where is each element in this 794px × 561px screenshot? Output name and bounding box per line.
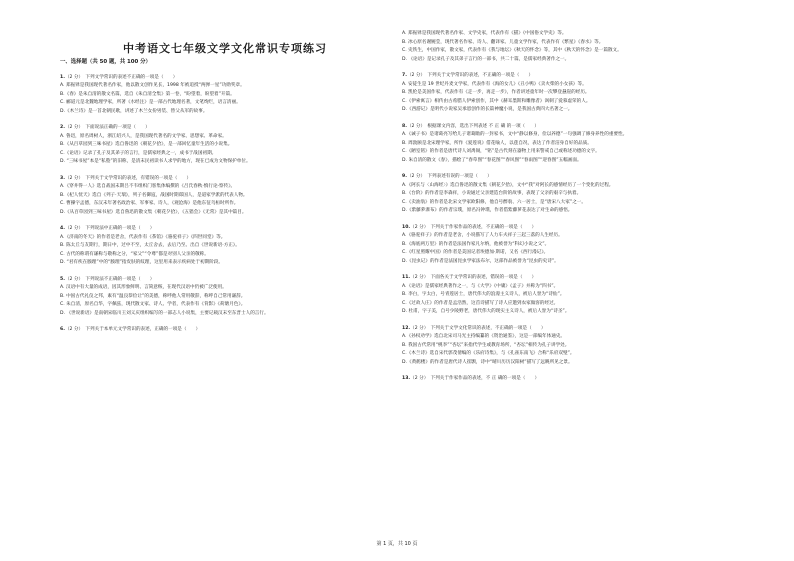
answer-option: C. 曹操字孟德，东汉末年著名政治家、军事家、诗人，《观沧海》是他东征乌桓时所作。 [60, 201, 239, 206]
answer-option: B. 我国古代常用“桃李”“杏坛”来指代学生或教育场所，“杏坛”相传为孔子讲学处。 [402, 342, 570, 348]
answer-option: D.《木兰诗》是一首北朝民歌，讲述了木兰女扮男装、替父从军的故事。 [60, 108, 208, 114]
answer-option: C. 古代的称谓有谦称与敬称之分，“家父”“令尊”都是对别人父亲的敬称。 [60, 251, 209, 257]
question-text: （2 分） 下列说法不正确的一项是（ ） [64, 276, 155, 282]
question-stem [402, 375, 740, 384]
page-title: 中考语文七年级文学文化常识专项练习 [123, 42, 327, 55]
answer-option: D.《昆虫记》的作者是法国昆虫学家法布尔，这部作品被誉为“昆虫的史诗”。 [402, 258, 559, 264]
question-stem [402, 274, 740, 283]
answer-option: C. 郦道元是北魏地理学家，所著《水经注》是一部古代地理名著，文笔绚烂，语言清丽。 [60, 100, 241, 105]
question-text: （2 分） 下列说法中正确的一项是（ ） [64, 226, 155, 231]
answer-option: C. 史铁生，中国作家，散文家，代表作有《我与地坛》《秋天的怀念》等，其中《秋天的怀念》是一篇散文。 [402, 48, 622, 53]
question-number: 9. [402, 174, 407, 179]
question-stem [402, 325, 740, 334]
question-stem [60, 225, 390, 234]
right-question-list [402, 30, 740, 384]
answer-option: C.《木兰诗》选自宋代郭茂倩编的《乐府诗集》，与《孔雀东南飞》合称“乐府双璧”。 [402, 351, 575, 356]
answer-option: A. 汉语中有大量的成语，因其形象鲜明、言简意赅，在现代汉语中仍被广泛使用。 [60, 285, 227, 290]
answer-option: A.《骆驼祥子》的作者是老舍，小说描写了人力车夫祥子三起三落的人生经历。 [402, 233, 563, 238]
question-number: 7. [402, 73, 407, 78]
question-text: （2 分） 下面各关于文学常识的表述，错误的一项是（ ） [410, 275, 537, 280]
answer-option: D.《西游记》是明代小说家吴承恩创作的长篇神魔小说，是我国古典四大名著之一。 [402, 107, 573, 112]
page-footer: 第 1 页，共 10 页 [376, 541, 418, 547]
answer-option: C.《红星照耀中国》的作者是美国记者埃德加·斯诺，又名《西行漫记》。 [402, 250, 549, 255]
question-stem [402, 224, 740, 233]
question-text: （2 分） 根据课文内容，选出下列表述 不 正 确 的一项（ ） [406, 123, 539, 129]
answer-option: D. 《世说新语》是南朝宋临川王刘义庆组织编写的一部志人小说集，主要记载汉末至东晋士人的言行。 [60, 310, 269, 316]
question-block [402, 72, 740, 115]
question-number: 2. [60, 125, 65, 130]
answer-option: B. 凯伦是美国作家，代表作有《走一步，再走一步》，作者讲述童年时一次攀登悬崖的经历。 [402, 90, 590, 95]
question-block [402, 375, 740, 384]
question-text: （2 分） 下列关于文学常识的表述，有错误的一项是（ ） [64, 175, 192, 181]
question-block [60, 276, 390, 319]
answer-option: B.《从百草园到三味书屋》选自鲁迅的《朝花夕拾》，是一部回忆童年生活的小说集。 [60, 142, 233, 147]
answer-option: A.《诫子书》是诸葛亮写给儿子诸葛瞻的一封家书，文中“静以修身，俭以养德”一句强调了修身养性的重要性。 [402, 132, 628, 137]
question-block [402, 224, 740, 267]
answer-option: C.《论语》记录了孔子及其弟子的言行，是儒家经典之一，成书于战国初期。 [60, 150, 217, 156]
question-stem [402, 72, 740, 81]
question-block [60, 175, 390, 218]
answer-option: D. “君有疾在腠理”中的“腠理”指皮肤的纹理，这里用来表示疾病处于初期阶段。 [60, 260, 223, 265]
answer-option: B. 中国古代礼仪之邦，素有“温良恭俭让”的美德，称呼他人常用敬辞，称呼自己常用谦辞。 [60, 293, 246, 299]
question-number: 5. [60, 276, 65, 282]
answer-option: A. 鲁迅，原名周树人，浙江绍兴人，是我国现代著名的文学家、思想家、革命家。 [60, 133, 227, 139]
answer-option: A.《穿井得一人》选自战国末期吕不韦组织门客集体编撰的《吕氏春秋·慎行论·察传》。 [60, 184, 236, 189]
answer-option: B.《海底两万里》的作者是法国作家凡尔纳，他被誉为“科幻小说之父”。 [402, 241, 550, 247]
answer-option: C. 朱自清，原名自华，字佩弦，现代散文家、诗人、学者，代表作有《背影》《荷塘月色》。 [60, 302, 246, 307]
question-number: 6. [60, 327, 65, 332]
question-block [402, 325, 740, 368]
answer-option: D. “三味书屋”本是“私塾”的旧称，是清末民初读书人求学的地方，现在已成为文物保护单位。 [60, 159, 251, 164]
left-question-list [60, 74, 390, 335]
answer-option: A.《济南的冬天》的作者是老舍，代表作有《茶馆》《骆驼祥子》《四世同堂》等。 [60, 234, 226, 240]
answer-option: D.《紫藤萝瀑布》的作者宗璞，原名冯钟璞，作者借紫藤萝花表达了对生命的感悟。 [402, 208, 573, 213]
answer-option: A. 郑振铎是我国现代著名作家，他以散文创作见长，1998 年被追授“两弹一星”功勋奖章。 [60, 83, 245, 88]
section-heading: 一、选择题（共 50 题，共 100 分） [60, 59, 151, 65]
question-block [402, 173, 740, 216]
question-number: 1. [60, 74, 65, 80]
answer-option: C.《伊索寓言》相传由古希腊人伊索创作，其中《赫耳墨斯和雕像者》讽刺了爱慕虚荣的人。 [402, 98, 591, 104]
question-block [402, 123, 740, 166]
question-text: （2 分） 下列关于作家作品的表述，不 正 确的一项是（ ） [410, 376, 540, 381]
question-block [60, 74, 390, 117]
question-block [402, 274, 740, 317]
answer-option: D. 杜甫，字子美，自号少陵野老，唐代伟大的现实主义诗人，被后人誉为“诗圣”。 [402, 309, 570, 314]
question-number: 13. [402, 376, 411, 381]
question-text: （2 分） 下列关于文学文化常识的表述，不正确的一项是（ ） [410, 325, 546, 331]
answer-option: A.《孙权劝学》选自北宋司马光主持编纂的《资治通鉴》，这是一部编年体通史。 [402, 334, 566, 339]
answer-option: C.《卖油翁》的作者是北宋文学家欧阳修，他自号醉翁、六一居士，是“唐宋八大家”之一。 [402, 199, 586, 205]
question-stem [60, 124, 390, 133]
right-column [402, 30, 740, 392]
question-block [60, 124, 390, 167]
left-column [60, 28, 390, 343]
answer-option: C.《过故人庄》的作者是孟浩然，这首诗描写了诗人应邀到农家做客的经过。 [402, 300, 559, 306]
answer-option: D.《从百草园到三味书屋》选自鲁迅的散文集《朝花夕拾》，《五猖会》《无常》是其中篇目。 [60, 209, 247, 215]
question-text: （2 分） 下列文学常识的表述不正确的一项是（ ） [64, 74, 178, 80]
question-stem [402, 123, 740, 132]
question-text: （2 分） 下面说法正确的一项是（ ） [64, 125, 150, 130]
answer-option: B.《台阶》的作者是李森祥，小说通过父亲建造台阶的故事，表现了父亲的艰辛与执着。 [402, 191, 582, 196]
question-stem [60, 276, 390, 285]
question-text: （2 分） 下列关于文学常识的表述，不正确的一项是（ ） [406, 73, 534, 78]
question-number: 3. [60, 175, 65, 181]
answer-option: D. 朱自清的散文《春》，描绘了“春草图”“春花图”“春风图”“春雨图”“迎春图”五幅画面。 [402, 157, 582, 163]
question-stem [60, 74, 390, 83]
question-number: 10. [402, 224, 411, 230]
answer-option: A. 安徒生是 19 世纪丹麦文学家，代表作有《海的女儿》《丑小鸭》《卖火柴的小女孩》等。 [402, 81, 587, 87]
question-text: （2 分） 下列关于本单元文学常识的表述，正确的一项是（ ） [64, 327, 201, 332]
question-number: 8. [402, 123, 407, 129]
question-block [402, 30, 740, 64]
answer-option: B. 陈太丘与友期行，期日中，过中不至，太丘舍去，去后乃至。出自《世说新语·方正》。 [60, 243, 240, 248]
question-block [60, 225, 390, 268]
answer-option: A.《阿长与〈山海经〉》选自鲁迅的散文集《朝花夕拾》，文中“我”对阿长的感情经历了一个变化的过程。 [402, 182, 614, 188]
answer-option: B.《杞人忧天》选自《列子·天瑞》，列子名御寇，战国时期郑国人，是道家学派的代表人物。 [60, 192, 248, 198]
answer-option: B.《春》是朱自清的散文名篇，选自《朱自清全集》第一卷，“盼望着，盼望着”开篇。 [60, 91, 235, 97]
answer-option: A. 郑振铎是我国现代著名作家、文学史家，代表作有《猫》《中国俗文学史》等。 [402, 31, 567, 36]
question-text: （2 分） 下列关于作家作品的表述，不正确的一项是（ ） [410, 224, 537, 230]
question-stem [60, 326, 390, 335]
question-number: 11. [402, 275, 411, 280]
question-stem [402, 173, 740, 182]
answer-option: D. 《论语》是记录孔子及其弟子言行的一部书，共二十篇，是儒家经典著作之一。 [402, 56, 570, 62]
answer-option: D.《黄鹤楼》的作者是唐代诗人崔颢，诗中“晴川历历汉阳树”描写了远眺所见之景。 [402, 359, 573, 365]
question-block [60, 326, 390, 335]
question-text: （2 分） 下列表述有误的一项是（ ） [406, 174, 492, 179]
answer-option: B. 周敦颐是北宋理学家，所作《爱莲说》借花喻人，以莲自况，表达了作者洁身自好的品质。 [402, 140, 592, 146]
answer-option: B. 冰心原名谢婉莹，现代著名作家、诗人、翻译家、儿童文学作家，代表作有《繁星》《春水》等。 [402, 39, 604, 45]
question-stem [60, 175, 390, 184]
question-number: 12. [402, 325, 411, 331]
answer-option: B. 李白，字太白，号青莲居士，唐代伟大的浪漫主义诗人，被后人誉为“诗仙”。 [402, 292, 565, 297]
question-number: 4. [60, 226, 65, 231]
answer-option: C.《陋室铭》的作者是唐代诗人刘禹锡，“铭”是古代刻在器物上用来警戒自己或称述功德的文字。 [402, 149, 600, 154]
answer-option: A.《论语》是儒家经典著作之一，与《大学》《中庸》《孟子》并称为“四书”。 [402, 283, 559, 289]
